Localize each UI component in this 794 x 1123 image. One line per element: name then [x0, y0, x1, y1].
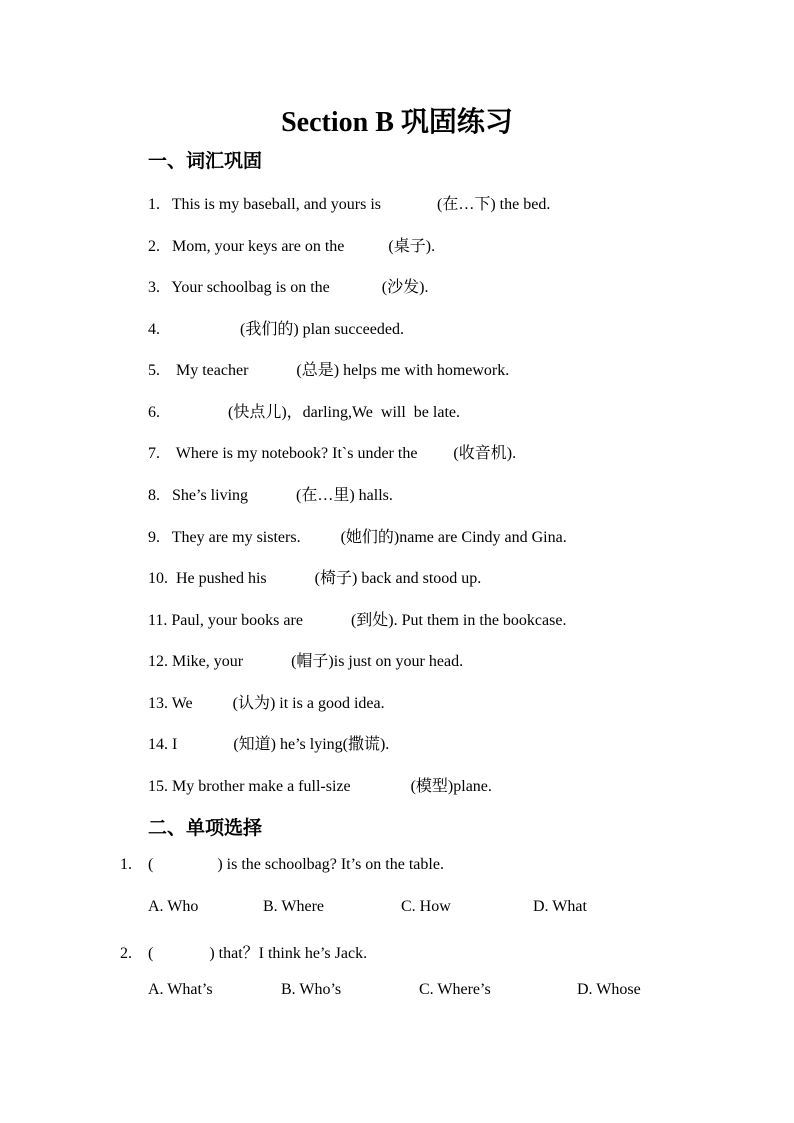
question-1-option-d: D. What — [533, 898, 587, 915]
vocab-item-5: 5. My teacher (总是) helps me with homework. — [148, 362, 510, 379]
vocab-item-1: 1. This is my baseball, and yours is (在…下) the bed. — [148, 196, 551, 213]
vocab-item-12: 12. Mike, your (帽子)is just on your head. — [148, 653, 464, 670]
vocab-item-10: 10. He pushed his (椅子) back and stood up. — [148, 570, 482, 587]
vocab-item-7: 7. Where is my notebook? It`s under the (收音机). — [148, 445, 517, 462]
page-title: Section B 巩固练习 — [281, 107, 513, 138]
question-1-option-b: B. Where — [263, 898, 325, 915]
section-heading-vocabulary: 一、词汇巩固 — [148, 151, 263, 172]
vocab-item-9: 9. They are my sisters. (她们的)name are Cindy and Gina. — [148, 529, 567, 546]
vocab-item-11: 11. Paul, your books are (到处). Put them in the bookcase. — [148, 612, 567, 629]
question-2-option-d: D. Whose — [577, 981, 641, 998]
vocab-item-13: 13. We (认为) it is a good idea. — [148, 695, 385, 712]
question-2-stem: 2. ( ) that？I think he’s Jack. — [120, 945, 368, 962]
question-2-option-b: B. Who’s — [281, 981, 342, 998]
question-2-option-c: C. Where’s — [419, 981, 491, 998]
question-2-option-a: A. What’s — [148, 981, 213, 998]
vocab-item-8: 8. She’s living (在…里) halls. — [148, 487, 393, 504]
vocab-item-6: 6. (快点儿)，darling,We will be late. — [148, 404, 460, 421]
question-1-option-a: A. Who — [148, 898, 199, 915]
question-1-option-c: C. How — [401, 898, 451, 915]
section-heading-multiple-choice: 二、单项选择 — [148, 818, 263, 839]
vocab-item-3: 3. Your schoolbag is on the (沙发). — [148, 279, 429, 296]
vocab-item-15: 15. My brother make a full-size (模型)plane. — [148, 778, 492, 795]
question-1-stem: 1. ( ) is the schoolbag? It’s on the table. — [120, 856, 444, 873]
vocab-item-4: 4. (我们的) plan succeeded. — [148, 321, 404, 338]
vocab-item-14: 14. I (知道) he’s lying(撒谎). — [148, 736, 390, 753]
vocab-item-2: 2. Mom, your keys are on the (桌子). — [148, 238, 436, 255]
